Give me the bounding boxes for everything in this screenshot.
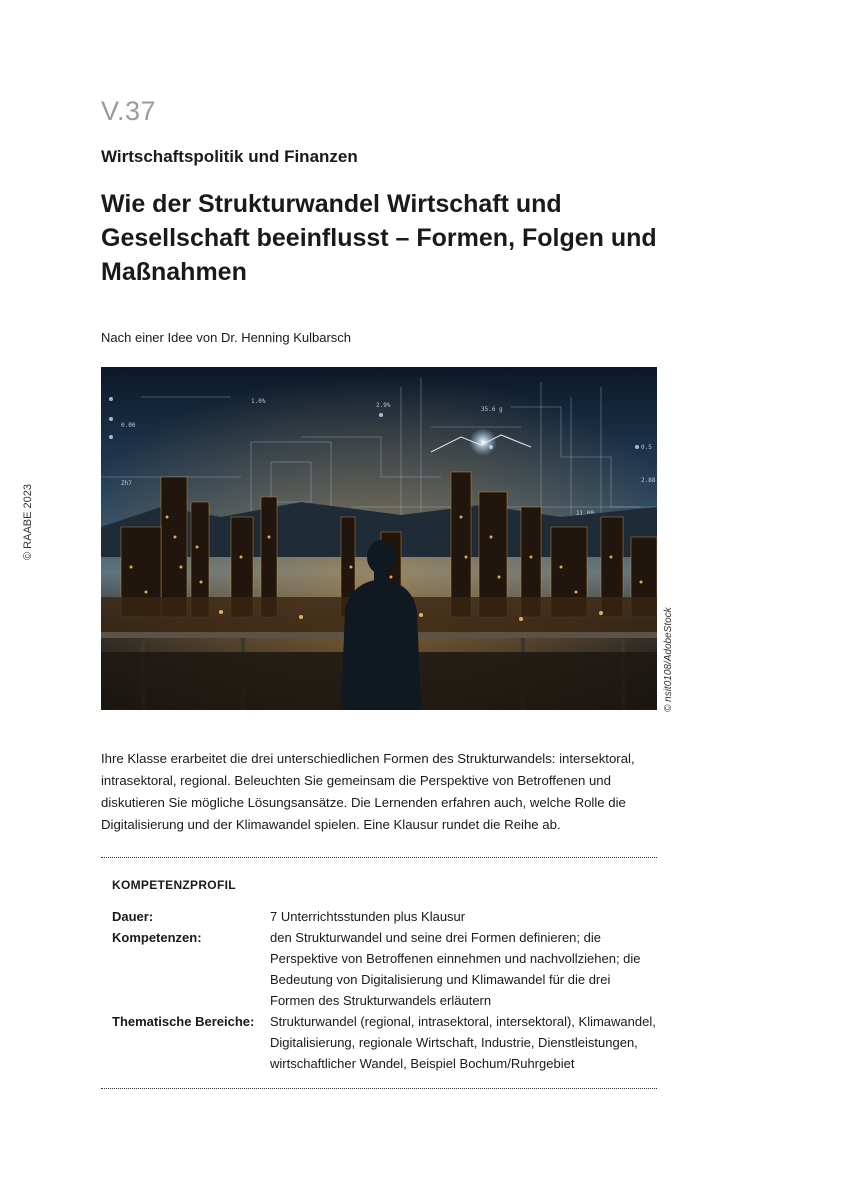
profile-row-topics	[112, 1011, 657, 1074]
intro-paragraph: Ihre Klasse erarbeitet die drei unterschiedlichen Formen des Strukturwandels: intersektoral, intrasektoral, regional. Beleuchten Sie gemeinsam die Perspektive von Betroffenen und diskutieren Sie mögliche Lösungsansätze. Die Lernenden erfahren auch, welche Rolle die Digitalisierung und der Klimawandel spielen. Eine Klausur rundet die Reihe ab.	[101, 751, 635, 832]
hud-label: 0.5	[641, 444, 652, 451]
profile-row-duration	[112, 906, 657, 927]
hud-label: 2.9%	[376, 402, 391, 409]
profile-label: Kompetenzen:	[112, 930, 202, 945]
copyright-notice: © RAABE 2023	[22, 484, 34, 560]
divider-bottom	[101, 1088, 657, 1089]
hud-label: 2.88	[641, 477, 656, 484]
hud-label: 0.00	[121, 422, 136, 429]
page-title: Wie der Strukturwandel Wirtschaft und Gesellschaft beeinflusst – Formen, Folgen und Maßnahmen	[101, 190, 657, 286]
profile-row-competencies	[112, 927, 657, 1011]
author-line: Nach einer Idee von Dr. Henning Kulbarsch	[101, 330, 352, 345]
hud-label: 35.6 g	[481, 406, 503, 413]
chapter-code: V.37	[101, 96, 157, 126]
profile-heading: KOMPETENZPROFIL	[112, 878, 236, 892]
profile-label: Thematische Bereiche:	[112, 1014, 255, 1029]
profile-label: Dauer:	[112, 909, 154, 924]
divider-top	[101, 857, 657, 858]
profile-value: 7 Unterrichtsstunden plus Klausur	[270, 909, 466, 924]
cover-photo-illustration	[101, 367, 657, 710]
profile-value: Strukturwandel (regional, intrasektoral, intersektoral), Klimawandel, Digitalisierung, regionale Wirtschaft, Industrie, Dienstleistungen, wirtschaftlicher Wandel, Beispiel Bochum/Ruhrgebiet	[270, 1014, 656, 1071]
hud-label: Zh7	[121, 480, 132, 487]
photo-credit: © nsit0108/AdobeStock	[663, 607, 674, 712]
cover-photo	[101, 367, 657, 710]
category-label: Wirtschaftspolitik und Finanzen	[101, 147, 358, 166]
profile-value: den Strukturwandel und seine drei Formen definieren; die Perspektive von Betroffenen einnehmen und nachvollziehen; die Bedeutung von Digitalisierung und Klimawandel für die drei Formen des Strukturwandels erläutern	[270, 930, 641, 1008]
hud-label: 1.0%	[251, 398, 266, 405]
hud-label: 11.00	[576, 510, 595, 517]
